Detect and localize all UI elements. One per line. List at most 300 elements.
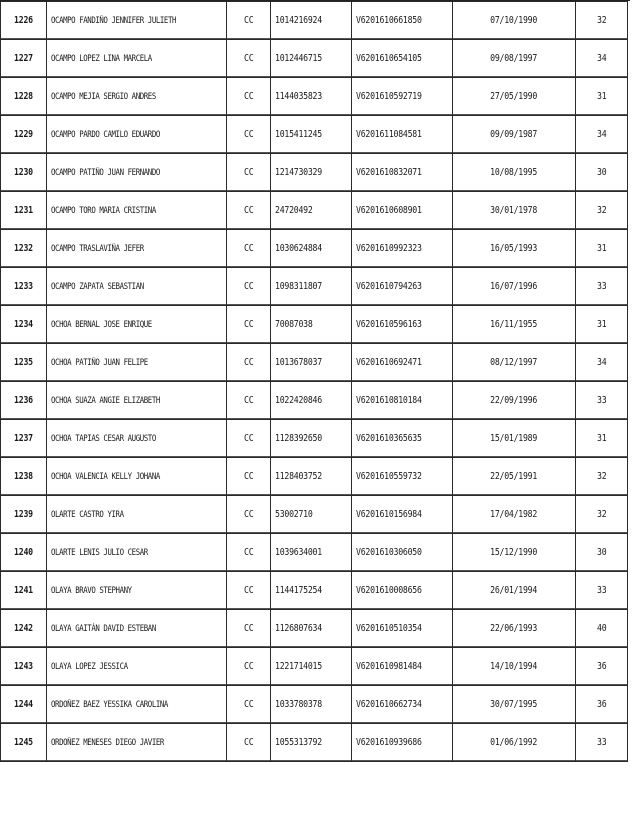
id-number-cell [271,268,352,306]
birth-date: 22/06/1993 [490,623,538,634]
birth-date: 10/08/1995 [490,167,538,178]
registration-code-cell [351,572,452,610]
age: 31 [596,433,607,444]
document-type-cell [227,648,271,686]
registration-code: V6201610939686 [355,737,422,748]
registration-code-cell [351,420,452,458]
row-number-cell [1,268,47,306]
full-name-cell [46,40,226,78]
registration-code: V6201610510354 [355,623,422,634]
roster-table-body [1,2,628,762]
id-number: 1012446715 [275,53,323,64]
table-row [1,192,628,230]
age-cell [575,420,627,458]
age-cell [575,230,627,268]
birth-date-cell [452,724,575,762]
id-number: 1144035823 [275,91,323,102]
registration-code: V6201610306050 [355,547,422,558]
full-name-cell [46,686,226,724]
birth-date-cell [452,420,575,458]
age-cell [575,268,627,306]
row-number: 1235 [14,357,33,368]
id-number-cell [271,458,352,496]
full-name: OCAMPO PARDO CAMILO EDUARDO [50,129,160,140]
id-number-cell [271,78,352,116]
row-number: 1231 [14,205,33,216]
id-number: 1128392650 [275,433,323,444]
full-name: OCAMPO LOPEZ LINA MARCELA [50,53,152,64]
full-name-cell [46,344,226,382]
id-number: 1030624884 [275,243,323,254]
age: 32 [596,471,607,482]
registration-code-cell [351,2,452,40]
row-number: 1236 [14,395,33,406]
document-type: CC [244,471,254,482]
row-number-cell [1,572,47,610]
document-type-cell [227,458,271,496]
full-name-cell [46,2,226,40]
id-number: 1144175254 [275,585,323,596]
full-name-cell [46,78,226,116]
full-name: OLARTE LENIS JULIO CESAR [50,547,148,558]
row-number: 1232 [14,243,33,254]
id-number: 1022420846 [275,395,323,406]
full-name: OCAMPO TRASLAVIÑA JEFER [50,243,144,254]
table-row [1,78,628,116]
birth-date-cell [452,306,575,344]
birth-date: 15/12/1990 [490,547,538,558]
full-name-cell [46,382,226,420]
registration-code: V6201610794263 [355,281,422,292]
document-type-cell [227,572,271,610]
row-number: 1228 [14,91,33,102]
age-cell [575,724,627,762]
table-row [1,306,628,344]
full-name: ORDOÑEZ BAEZ YESSIKA CAROLINA [50,699,168,710]
registration-code-cell [351,344,452,382]
registration-code-cell [351,496,452,534]
age: 34 [596,53,607,64]
id-number-cell [271,648,352,686]
row-number: 1234 [14,319,33,330]
birth-date: 22/05/1991 [490,471,538,482]
registration-code-cell [351,648,452,686]
registration-code-cell [351,116,452,154]
row-number-cell [1,230,47,268]
age-cell [575,610,627,648]
registration-code: V6201610365635 [355,433,422,444]
table-row [1,2,628,40]
table-row [1,344,628,382]
document-type-cell [227,724,271,762]
birth-date: 30/07/1995 [490,699,538,710]
table-row [1,724,628,762]
registration-code: V6201610662734 [355,699,422,710]
registration-code: V6201610008656 [355,585,422,596]
row-number-cell [1,534,47,572]
birth-date-cell [452,40,575,78]
id-number: 1098311807 [275,281,323,292]
registration-code: V6201610832071 [355,167,422,178]
id-number: 1033780378 [275,699,323,710]
birth-date-cell [452,534,575,572]
full-name: OLAYA GAITÁN DAVID ESTEBAN [50,623,156,634]
row-number-cell [1,610,47,648]
age-cell [575,2,627,40]
document-type-cell [227,610,271,648]
full-name-cell [46,268,226,306]
full-name-cell [46,496,226,534]
registration-code: V6201610692471 [355,357,422,368]
id-number-cell [271,230,352,268]
birth-date-cell [452,648,575,686]
id-number-cell [271,382,352,420]
registration-code-cell [351,192,452,230]
birth-date-cell [452,572,575,610]
document-type-cell [227,496,271,534]
id-number: 1014216924 [275,15,323,26]
full-name: OLAYA BRAVO STEPHANY [50,585,132,596]
document-type-cell [227,382,271,420]
row-number-cell [1,382,47,420]
row-number-cell [1,306,47,344]
full-name-cell [46,648,226,686]
birth-date-cell [452,78,575,116]
birth-date-cell [452,344,575,382]
document-type: CC [244,167,254,178]
document-type: CC [244,319,254,330]
registration-code: V6201610559732 [355,471,422,482]
birth-date: 30/01/1978 [490,205,538,216]
age-cell [575,344,627,382]
row-number-cell [1,458,47,496]
registration-code-cell [351,230,452,268]
full-name: OLAYA LOPEZ JESSICA [50,661,128,672]
table-row [1,572,628,610]
full-name-cell [46,192,226,230]
registration-code-cell [351,306,452,344]
registration-code: V6201610992323 [355,243,422,254]
row-number: 1233 [14,281,33,292]
birth-date: 17/04/1982 [490,509,538,520]
age: 33 [596,737,607,748]
registration-code: V6201610156984 [355,509,422,520]
row-number: 1243 [14,661,33,672]
id-number-cell [271,534,352,572]
age-cell [575,116,627,154]
age: 31 [596,91,607,102]
id-number-cell [271,344,352,382]
registration-code-cell [351,724,452,762]
age-cell [575,458,627,496]
table-row [1,420,628,458]
age: 40 [596,623,607,634]
id-number-cell [271,496,352,534]
age: 32 [596,205,607,216]
id-number: 1039634001 [275,547,323,558]
birth-date: 26/01/1994 [490,585,538,596]
age: 32 [596,15,607,26]
age: 30 [596,167,607,178]
birth-date-cell [452,154,575,192]
age: 31 [596,319,607,330]
id-number: 70087038 [275,319,313,330]
document-type-cell [227,2,271,40]
row-number-cell [1,40,47,78]
birth-date-cell [452,230,575,268]
document-type-cell [227,192,271,230]
full-name: OLARTE CASTRO YIRA [50,509,124,520]
registration-code-cell [351,40,452,78]
row-number-cell [1,78,47,116]
row-number-cell [1,154,47,192]
document-type: CC [244,585,254,596]
id-number-cell [271,610,352,648]
birth-date: 16/11/1955 [490,319,538,330]
row-number: 1240 [14,547,33,558]
age-cell [575,382,627,420]
age-cell [575,686,627,724]
age: 30 [596,547,607,558]
birth-date: 08/12/1997 [490,357,538,368]
document-type-cell [227,344,271,382]
id-number: 1221714015 [275,661,323,672]
registration-code-cell [351,686,452,724]
age-cell [575,534,627,572]
row-number: 1230 [14,167,33,178]
row-number: 1244 [14,699,33,710]
registration-code: V6201610654105 [355,53,422,64]
age: 33 [596,281,607,292]
id-number-cell [271,116,352,154]
registration-code-cell [351,610,452,648]
full-name: OCAMPO PATIÑO JUAN FERNANDO [50,167,160,178]
document-type: CC [244,15,254,26]
id-number-cell [271,572,352,610]
roster-table [0,1,628,762]
document-type-cell [227,78,271,116]
age-cell [575,496,627,534]
full-name: OCAMPO ZAPATA SEBASTIAN [50,281,144,292]
full-name-cell [46,116,226,154]
birth-date: 22/09/1996 [490,395,538,406]
row-number: 1229 [14,129,33,140]
full-name: OCAMPO TORO MARIA CRISTINA [50,205,156,216]
registration-code-cell [351,268,452,306]
registration-code: V6201610596163 [355,319,422,330]
document-type: CC [244,623,254,634]
full-name-cell [46,306,226,344]
table-row [1,268,628,306]
id-number-cell [271,154,352,192]
row-number-cell [1,344,47,382]
id-number: 53002710 [275,509,313,520]
age: 36 [596,699,607,710]
row-number: 1241 [14,585,33,596]
age-cell [575,572,627,610]
full-name: OCHOA SUAZA ANGIE ELIZABETH [50,395,160,406]
row-number-cell [1,2,47,40]
full-name-cell [46,420,226,458]
document-type-cell [227,268,271,306]
full-name-cell [46,724,226,762]
birth-date-cell [452,192,575,230]
age-cell [575,40,627,78]
row-number: 1238 [14,471,33,482]
birth-date-cell [452,382,575,420]
age: 32 [596,509,607,520]
table-row [1,154,628,192]
document-type: CC [244,129,254,140]
row-number: 1226 [14,15,33,26]
age: 34 [596,129,607,140]
registration-code-cell [351,78,452,116]
registration-code: V6201610608901 [355,205,422,216]
document-type: CC [244,509,254,520]
birth-date-cell [452,496,575,534]
document-type: CC [244,243,254,254]
registration-code-cell [351,534,452,572]
document-type-cell [227,534,271,572]
age-cell [575,192,627,230]
document-type: CC [244,53,254,64]
registration-code-cell [351,382,452,420]
id-number-cell [271,306,352,344]
document-type-cell [227,306,271,344]
registration-code-cell [351,154,452,192]
full-name-cell [46,610,226,648]
registration-code: V6201610810184 [355,395,422,406]
full-name-cell [46,230,226,268]
table-row [1,534,628,572]
document-type: CC [244,737,254,748]
age-cell [575,78,627,116]
id-number: 1055313792 [275,737,323,748]
birth-date-cell [452,2,575,40]
id-number-cell [271,420,352,458]
table-row [1,686,628,724]
age: 31 [596,243,607,254]
document-type-cell [227,116,271,154]
id-number: 1128403752 [275,471,323,482]
birth-date: 01/06/1992 [490,737,538,748]
id-number-cell [271,724,352,762]
registration-code: V6201610592719 [355,91,422,102]
registration-code-cell [351,458,452,496]
full-name-cell [46,534,226,572]
birth-date-cell [452,116,575,154]
row-number-cell [1,192,47,230]
registration-code: V6201611084581 [355,129,422,140]
birth-date: 07/10/1990 [490,15,538,26]
row-number: 1245 [14,737,33,748]
document-type: CC [244,699,254,710]
full-name: OCHOA VALENCIA KELLY JOHANA [50,471,160,482]
birth-date: 14/10/1994 [490,661,538,672]
registration-code: V6201610661850 [355,15,422,26]
document-type: CC [244,547,254,558]
full-name: ORDOÑEZ MENESES DIEGO JAVIER [50,737,164,748]
row-number: 1227 [14,53,33,64]
full-name-cell [46,458,226,496]
age: 36 [596,661,607,672]
id-number-cell [271,40,352,78]
age-cell [575,648,627,686]
id-number: 1214730329 [275,167,323,178]
row-number-cell [1,116,47,154]
document-type: CC [244,433,254,444]
document-type: CC [244,357,254,368]
age-cell [575,306,627,344]
age: 33 [596,585,607,596]
birth-date: 27/05/1990 [490,91,538,102]
age: 34 [596,357,607,368]
id-number: 24720492 [275,205,313,216]
full-name: OCHOA BERNAL JOSE ENRIQUE [50,319,152,330]
table-row [1,648,628,686]
row-number: 1239 [14,509,33,520]
age-cell [575,154,627,192]
document-type: CC [244,91,254,102]
table-row [1,382,628,420]
birth-date-cell [452,610,575,648]
birth-date: 16/05/1993 [490,243,538,254]
table-row [1,610,628,648]
document-type: CC [244,395,254,406]
document-type-cell [227,40,271,78]
document-type: CC [244,661,254,672]
row-number-cell [1,496,47,534]
row-number-cell [1,686,47,724]
document-type: CC [244,281,254,292]
document-type-cell [227,686,271,724]
row-number: 1242 [14,623,33,634]
id-number: 1013678037 [275,357,323,368]
full-name: OCAMPO MEJIA SERGIO ANDRES [50,91,156,102]
document-type-cell [227,420,271,458]
age: 33 [596,395,607,406]
row-number-cell [1,648,47,686]
birth-date-cell [452,268,575,306]
birth-date-cell [452,458,575,496]
full-name: OCAMPO FANDIÑO JENNIFER JULIETH [50,15,176,26]
table-row [1,230,628,268]
table-row [1,116,628,154]
id-number: 1126807634 [275,623,323,634]
registration-code: V6201610981484 [355,661,422,672]
table-row [1,496,628,534]
birth-date-cell [452,686,575,724]
row-number-cell [1,724,47,762]
full-name: OCHOA TAPIAS CESAR AUGUSTO [50,433,156,444]
table-row [1,458,628,496]
id-number-cell [271,2,352,40]
id-number-cell [271,192,352,230]
id-number: 1015411245 [275,129,323,140]
birth-date: 15/01/1989 [490,433,538,444]
document-type: CC [244,205,254,216]
birth-date: 09/09/1987 [490,129,538,140]
table-row [1,40,628,78]
document-type-cell [227,230,271,268]
id-number-cell [271,686,352,724]
document-type-cell [227,154,271,192]
birth-date: 09/08/1997 [490,53,538,64]
full-name-cell [46,154,226,192]
full-name: OCHOA PATIÑO JUAN FELIPE [50,357,148,368]
row-number: 1237 [14,433,33,444]
row-number-cell [1,420,47,458]
